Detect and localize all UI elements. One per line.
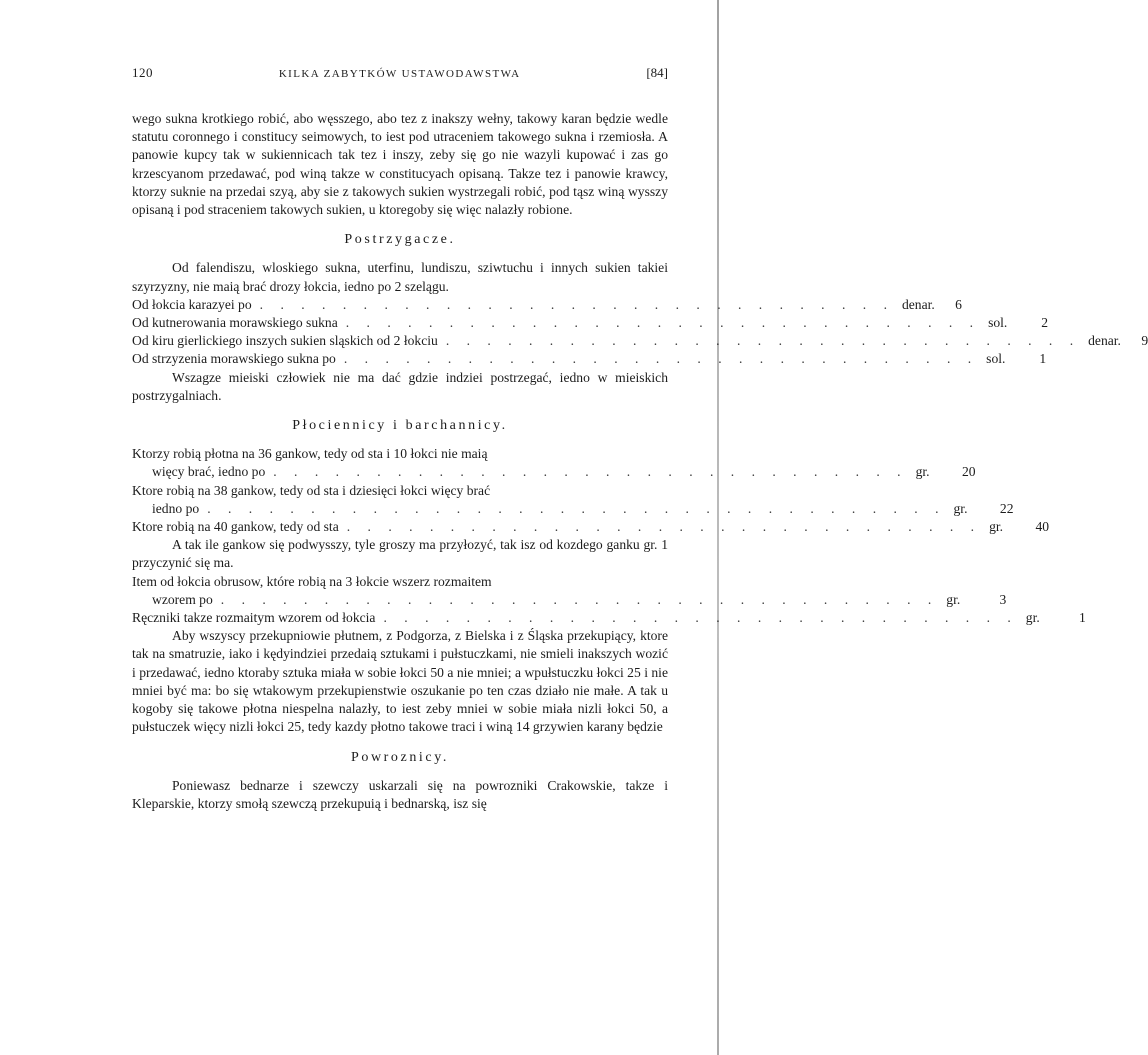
tariff-unit: gr. — [989, 519, 1004, 535]
leader-dots: . . . . . . . . . . . . . . . . . . . . . . . . . . . . . . . — [273, 464, 908, 480]
leader-dots: . . . . . . . . . . . . . . . . . . . . . . . . . . . . . . . — [383, 610, 1018, 626]
tariff-row — [132, 500, 1014, 518]
tariff-line: Item od łokcia obrusow, które robią na 3 łokcie wszerz rozmaitem — [132, 573, 492, 589]
running-title: KILKA ZABYTKÓW USTAWODAWSTWA — [278, 68, 521, 80]
tariff-row — [132, 296, 962, 314]
tariff-amount: 1 — [1039, 351, 1047, 367]
tariff-row — [132, 591, 1007, 609]
tariff-amount: 20 — [961, 464, 976, 480]
tariff-label: Od kiru gierlickiego inszych sukien sląskich od 2 łokciu — [132, 333, 438, 349]
plociennicy-paragraph-2: Aby wszyscy przekupniowie płutnem, z Podgorza, z Bielska i z Śląska przekupiący, ktore tak na smatruzie, iako i kędyindziei przedaią sztukami i pułstuczkami, nie smieli inakszych wozić i przedawać, iedno ktoraby sztuka miała w sobie łokci 50 a nie mniei; a wpułstuczku łokci 25 i nie mniei być ma: bo się wtakowym przekupienstwie oszukanie po ten czas działo nie małe. A tak u kogoby się takowe płotna niespelna nalazły, to iest zeby mniei w sobie miała nizli łokci 50, a pułstuczek więcy nizli łokci 25, tedy kazdy płotno takowe traci i winą 14 grzywien karany będzie — [132, 628, 668, 735]
tariff-row — [132, 518, 1050, 536]
leader-dots: . . . . . . . . . . . . . . . . . . . . . . . . . . . . . . . . . . . . — [207, 500, 946, 516]
tariff-unit: denar. — [901, 296, 935, 312]
leader-dots: . . . . . . . . . . . . . . . . . . . . . . . . . . . . . . . — [259, 296, 894, 312]
leader-dots: . . . . . . . . . . . . . . . . . . . . . . . . . . . . . . . — [346, 519, 982, 535]
tariff-row — [132, 463, 976, 481]
tariff-label: Od łokcia karazyei po — [132, 296, 252, 312]
section-heading-plociennicy: Płociennicy i barchannicy. — [292, 418, 508, 434]
tariff-unit: denar. — [1088, 333, 1121, 349]
plociennicy-paragraph-1: A tak ile gankow się podwysszy, tyle groszy ma przyłozyć, tak isz od kozdego ganku gr. 1 przyczynić się ma. — [132, 537, 668, 571]
page-number: 120 — [132, 65, 153, 80]
tariff-row — [132, 350, 1047, 368]
tariff-row — [132, 332, 1148, 350]
tariff-unit: gr. — [953, 500, 968, 516]
leader-dots: . . . . . . . . . . . . . . . . . . . . . . . . . . . . . . . — [345, 315, 981, 331]
tariff-line: Ktore robią na 38 gankow, tedy od sta i dziesięci łokci więcy brać — [132, 482, 491, 498]
tariff-unit: sol. — [988, 315, 1008, 331]
section-heading-postrzygacze: Postrzygacze. — [344, 232, 456, 248]
tariff-row — [132, 314, 1049, 332]
tariff-label: wzorem po — [152, 591, 213, 607]
section-heading-powroznicy: Powroznicy. — [350, 749, 450, 765]
tariff-unit: gr. — [946, 591, 961, 607]
tariff-unit: gr. — [1025, 610, 1040, 626]
tariff-label: Ktore robią na 40 gankow, tedy od sta — [132, 519, 339, 535]
tariff-amount: 9 — [1141, 333, 1148, 349]
postrzygacze-paragraph: Od falendiszu, wloskiego sukna, uterfinu, lundiszu, sziwtuchu i innych sukien takiei szyrzyzny, nie maią brać drozy łokcia, iedno po 2 szelągu. — [132, 260, 668, 294]
tariff-label: Ręczniki takze rozmaitym wzorem od łokcia — [132, 610, 376, 626]
tariff-entry-36 — [132, 445, 976, 481]
bracket-number: [84] — [646, 65, 668, 80]
tariff-amount: 40 — [1035, 519, 1050, 535]
tariff-amount: 22 — [999, 500, 1014, 516]
tariff-label: Od kutnerowania morawskiego sukna — [132, 315, 338, 331]
leader-dots: . . . . . . . . . . . . . . . . . . . . . . . . . . . . . . . . . . . — [220, 591, 939, 607]
powroznicy-paragraph: Poniewasz bednarze i szewczy uskarzali się na powrozniki Crakowskie, takze i Kleparskie, ktorzy smołą szewczą przekupuią i bednarską, isz się — [132, 777, 668, 811]
tariff-unit: sol. — [986, 351, 1006, 367]
tariff-amount: 3 — [999, 591, 1007, 607]
intro-paragraph: wego sukna krotkiego robić, abo węsszego, abo tez z inakszy wełny, takowy karan będzie wedle statutu coronnego i constitucy seimowych, to iest pod utraceniem takowego sukna i rzemiosła. A panowie kupcy tak w sukiennicach tak tez i inszy, zeby się go nie wazyli kupować i zas go krzescyanom przedawać, pod winą takze w constitucyach opisaną. Takze tez i panowie krawcy, ktorzy suknie na przedai szyą, aby sie z takowych sukien wystrzegali robić, pod tąsz winą wysszy opisaną i pod straceniem takowych sukien, u ktoregoby się więc nalazły robione. — [132, 111, 668, 218]
tariff-label: iedno po — [152, 500, 200, 516]
book-page — [132, 64, 1148, 813]
tariff-row — [132, 609, 1086, 627]
tariff-line: Ktorzy robią płotna na 36 gankow, tedy od sta i 10 łokci nie maią — [132, 446, 488, 462]
tariff-label: więcy brać, iedno po — [152, 464, 266, 480]
tariff-label: Od strzyzenia morawskiego sukna po — [132, 351, 336, 367]
running-header — [132, 64, 668, 86]
tariff-entry-38 — [132, 482, 1014, 518]
tariff-amount: 6 — [955, 296, 962, 312]
tariff-amount: 2 — [1041, 315, 1049, 331]
leader-dots: . . . . . . . . . . . . . . . . . . . . . . . . . . . . . . . — [343, 351, 979, 367]
leader-dots: . . . . . . . . . . . . . . . . . . . . . . . . . . . . . . . — [445, 333, 1081, 349]
tariff-entry-obrusy — [132, 573, 1007, 609]
tariff-amount: 1 — [1078, 610, 1086, 626]
tariff-unit: gr. — [915, 464, 930, 480]
postrzygacze-closing: Wszagze mieiski człowiek nie ma dać gdzie indziei postrzegać, iedno w mieiskich postrzygalniach. — [132, 369, 668, 403]
